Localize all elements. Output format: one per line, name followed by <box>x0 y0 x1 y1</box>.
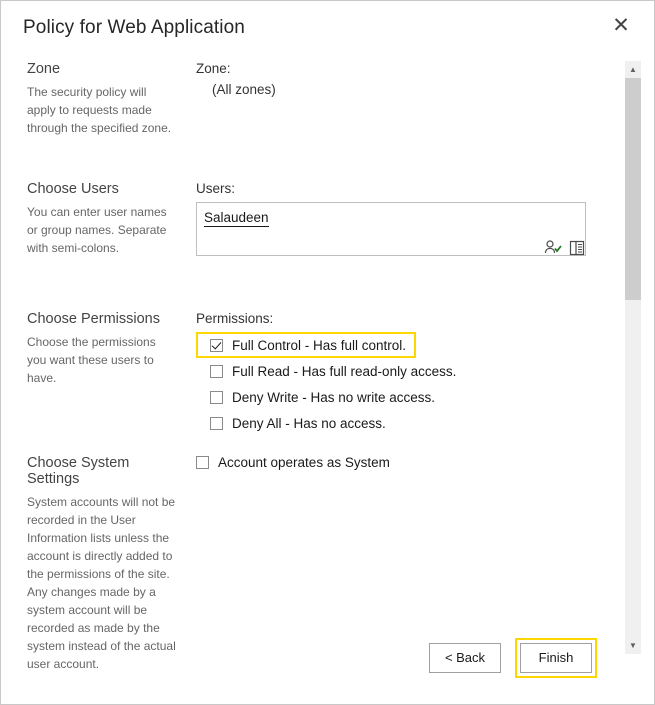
finish-button[interactable]: Finish <box>520 643 592 673</box>
zone-field-block <box>196 61 614 97</box>
page-title: Policy for Web Application <box>23 17 245 38</box>
back-button[interactable]: < Back <box>429 643 501 673</box>
address-book-icon[interactable] <box>568 239 586 257</box>
users-label-block <box>27 181 177 257</box>
zone-field-label: Zone: <box>196 61 231 76</box>
system-section-title: Choose System Settings <box>27 455 130 487</box>
users-section-title: Choose Users <box>27 181 119 197</box>
user-chip[interactable]: Salaudeen <box>204 210 269 225</box>
dialog-footer <box>429 638 597 678</box>
users-field-label: Users: <box>196 181 236 196</box>
checkbox-full-read[interactable] <box>210 365 223 378</box>
checkbox-deny-write[interactable] <box>210 391 223 404</box>
permission-option-deny-all[interactable] <box>196 410 614 436</box>
permission-options-list <box>196 332 614 436</box>
users-section-description: You can enter user names or group names. Separate with semi-colons. <box>27 205 167 255</box>
checkbox-deny-all[interactable] <box>210 417 223 430</box>
permission-label: Full Control - Has full control. <box>232 337 407 353</box>
scroll-up-icon[interactable]: ▲ <box>625 61 641 78</box>
dialog-header <box>1 1 654 55</box>
scrollbar-thumb[interactable] <box>625 78 641 300</box>
zone-label-block <box>27 61 177 137</box>
scroll-down-icon[interactable]: ▼ <box>625 637 641 654</box>
permission-option-deny-write[interactable] <box>196 384 614 410</box>
permission-label: Deny All - Has no access. <box>232 415 386 431</box>
permission-label: Full Read - Has full read-only access. <box>232 363 457 379</box>
checkbox-account-operates-as-system[interactable] <box>196 456 209 469</box>
users-input[interactable] <box>196 202 586 256</box>
system-section-description: System accounts will not be recorded in the User Information lists unless the account is directly added to the permissions of the site. Any changes made by a system account will be recorded as made by the system instead of the actual user account. <box>27 495 176 671</box>
zone-section-title: Zone <box>27 61 61 77</box>
permissions-section-description: Choose the permissions you want these users to have. <box>27 335 156 385</box>
permissions-label-block <box>27 311 177 387</box>
permissions-section-title: Choose Permissions <box>27 311 160 327</box>
dialog-content <box>1 55 654 704</box>
checkbox-full-control[interactable] <box>210 339 223 352</box>
finish-button-highlight <box>515 638 597 678</box>
users-field-block <box>196 181 614 256</box>
dialog-body <box>1 55 614 704</box>
vertical-scrollbar[interactable] <box>625 61 641 654</box>
zone-value: (All zones) <box>212 82 276 97</box>
check-names-icon[interactable] <box>544 239 562 257</box>
system-field-block <box>196 455 614 470</box>
system-option-label: Account operates as System <box>218 455 390 470</box>
people-picker-tools <box>544 239 586 257</box>
permission-option-full-control[interactable] <box>196 332 416 358</box>
system-option-row[interactable] <box>196 455 614 470</box>
close-icon[interactable]: ✕ <box>612 14 630 37</box>
system-label-block <box>27 455 177 673</box>
permission-option-full-read[interactable] <box>196 358 614 384</box>
zone-section-description: The security policy will apply to requests made through the specified zone. <box>27 85 172 135</box>
permission-label: Deny Write - Has no write access. <box>232 389 436 405</box>
permissions-field-label: Permissions: <box>196 311 274 326</box>
permissions-field-block <box>196 311 614 436</box>
